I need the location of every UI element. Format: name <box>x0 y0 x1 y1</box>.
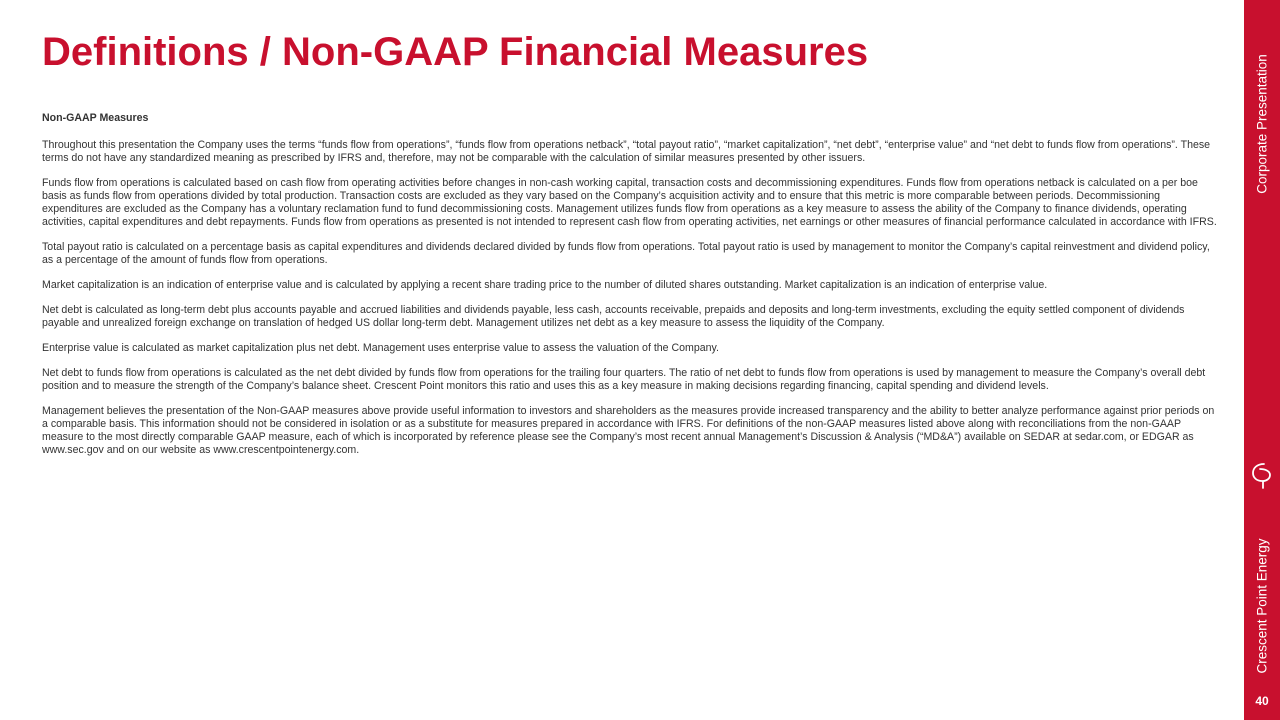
sidebar-label-corporate-presentation: Corporate Presentation <box>1254 54 1270 194</box>
section-heading: Non-GAAP Measures <box>42 112 149 124</box>
page-title: Definitions / Non-GAAP Financial Measures <box>42 30 869 74</box>
crescent-point-logo-icon <box>1250 460 1274 490</box>
paragraph-funds-flow: Funds flow from operations is calculated based on cash flow from operating activities before changes in non-cash working capital, transaction costs and decommissioning expenditures. Funds flow from operations netback is calculated on a per boe basis as funds flow from operations divided by total production. Transaction costs are excluded as they vary based on the Company’s acquisition activity and to ensure that this metric is more comparable between periods. Decommissioning expenditures are excluded as the Company has a voluntary reclamation fund to fund decommissioning costs. Management utilizes funds flow from operations as a key measure to assess the ability of the Company to finance dividends, operating activities, capital expenditures and debt repayments. Funds flow from operations as presented is not intended to represent cash flow from operating activities, net earnings or other measures of financial performance calculated in accordance with IFRS. <box>42 177 1217 228</box>
paragraph-net-debt: Net debt is calculated as long-term debt plus accounts payable and accrued liabilities and dividends payable, less cash, accounts receivable, prepaids and deposits and long-term investments, excluding the equity settled component of dividends payable and unrealized foreign exchange on translation of hedged US dollar long-term debt. Management utilizes net debt as a key measure to assess the liquidity of the Company. <box>42 304 1185 329</box>
paragraph-net-debt-to-funds-flow: Net debt to funds flow from operations is calculated as the net debt divided by funds flow from operations for the trailing four quarters. The ratio of net debt to funds flow from operations is used by management to measure the Company’s overall debt position and to measure the strength of the Company’s balance sheet. Crescent Point monitors this ratio and uses this as a key measure in making decisions regarding financing, capital spending and dividend levels. <box>42 367 1206 392</box>
paragraph-market-capitalization: Market capitalization is an indication of enterprise value and is calculated by applying a recent share trading price to the number of diluted shares outstanding. Market capitalization is an indication of enterprise value. <box>42 279 1048 291</box>
content-body <box>42 112 1220 469</box>
paragraph-total-payout-ratio: Total payout ratio is calculated on a percentage basis as capital expenditures and dividends declared divided by funds flow from operations. Total payout ratio is used by management to monitor the Company’s capital reinvestment and dividend policy, as a percentage of the amount of funds flow from operations. <box>42 241 1210 266</box>
sidebar-label-crescent-point-energy: Crescent Point Energy <box>1254 538 1270 674</box>
paragraph-terms-intro: Throughout this presentation the Company uses the terms “funds flow from operations”, “funds flow from operations netback”, “total payout ratio”, “market capitalization”, “net debt”, “enterprise value” and “net debt to funds flow from operations”. These terms do not have any standardized meaning as prescribed by IFRS and, therefore, may not be comparable with the calculation of similar measures presented by other issuers. <box>42 139 1211 164</box>
page-number: 40 <box>1255 694 1269 708</box>
paragraph-enterprise-value: Enterprise value is calculated as market capitalization plus net debt. Management uses enterprise value to assess the valuation of the Company. <box>42 342 720 354</box>
paragraph-management-disclaimer: Management believes the presentation of the Non-GAAP measures above provide useful information to investors and shareholders as the measures provide increased transparency and the ability to better analyze performance against prior periods on a comparable basis. This information should not be considered in isolation or as a substitute for measures prepared in accordance with IFRS. For definitions of the non-GAAP measures listed above along with reconciliations from the non-GAAP measure to the most directly comparable GAAP measure, each of which is incorporated by reference please see the Company’s most recent annual Management’s Discussion & Analysis (“MD&A”) available on SEDAR at sedar.com, or EDGAR as www.sec.gov and on our website as www.crescentpointenergy.com. <box>42 405 1215 456</box>
brand-sidebar <box>1244 0 1280 720</box>
